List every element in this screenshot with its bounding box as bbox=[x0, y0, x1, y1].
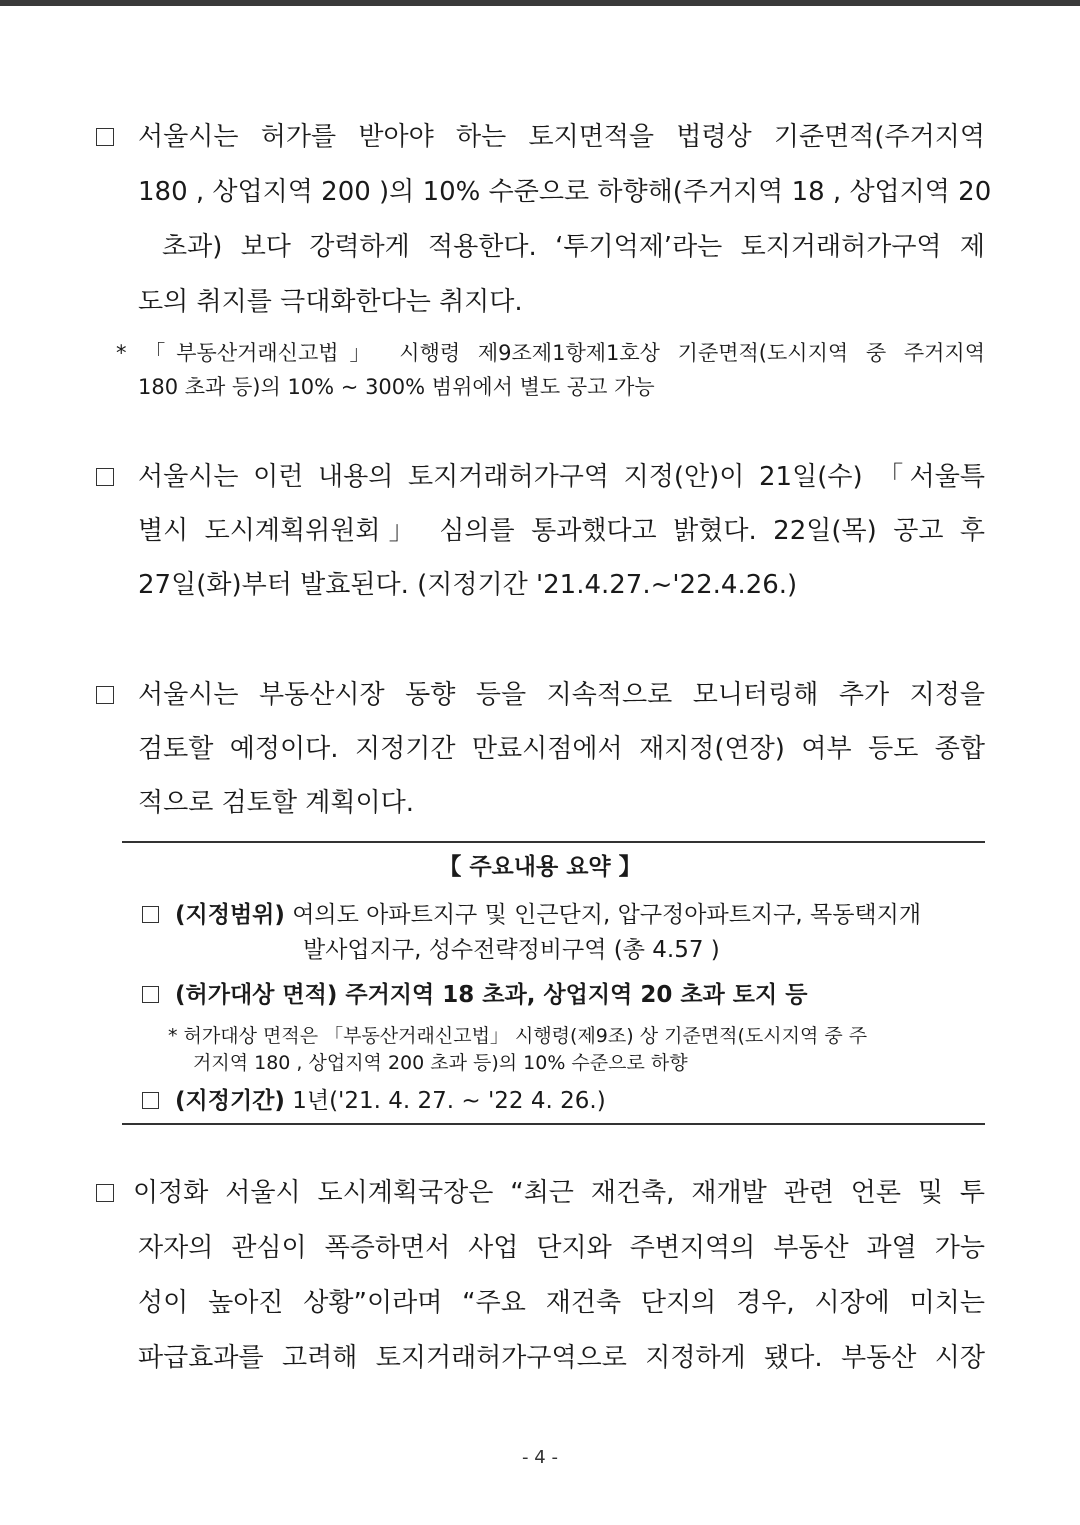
paragraph-1-line-4: 도의 취지를 극대화한다는 취지다. bbox=[138, 287, 523, 317]
checkbox-icon bbox=[96, 128, 114, 146]
summary-item-1-label: (지정범위) bbox=[175, 902, 285, 928]
summary-top-rule bbox=[122, 841, 985, 843]
paragraph-4-line-4: 파급효과를 고려해 토지거래허가구역으로 지정하게 됐다. 부동산 시장 bbox=[138, 1343, 985, 1373]
footnote-line-2: 180 초과 등)의 10% ~ 300% 범위에서 별도 공고 가능 bbox=[138, 375, 655, 399]
paragraph-2-line-3: 27일(화)부터 발효된다. (지정기간 '21.4.27.~'22.4.26.) bbox=[138, 570, 798, 600]
checkbox-icon bbox=[142, 986, 159, 1003]
paragraph-1-line-1: 서울시는 허가를 받아야 하는 토지면적을 법령상 기준면적(주거지역 bbox=[138, 122, 985, 152]
summary-item-2-note-2: 거지역 180 , 상업지역 200 초과 등)의 10% 수준으로 하향 bbox=[193, 1052, 688, 1074]
summary-bottom-rule bbox=[122, 1123, 985, 1125]
paragraph-4-line-1: 이정화 서울시 도시계획국장은 “최근 재건축, 재개발 관련 언론 및 투 bbox=[133, 1178, 985, 1208]
summary-item-3-label: (지정기간) bbox=[175, 1088, 285, 1114]
paragraph-1-line-3: 초과) 보다 강력하게 적용한다. ‘투기억제’라는 토지거래허가구역 제 bbox=[162, 232, 985, 262]
paragraph-1-line-2: 180 , 상업지역 200 )의 10% 수준으로 하향해(주거지역 18 , 상업지역 20 bbox=[138, 177, 992, 207]
checkbox-icon bbox=[96, 468, 114, 486]
paragraph-2-line-1: 서울시는 이런 내용의 토지거래허가구역 지정(안)이 21일(수) 「서울특 bbox=[138, 462, 985, 492]
paragraph-3-line-3: 적으로 검토할 계획이다. bbox=[138, 788, 414, 818]
summary-item-2-label: (허가대상 면적) bbox=[175, 982, 338, 1008]
paragraph-3-line-1: 서울시는 부동산시장 동향 등을 지속적으로 모니터링해 추가 지정을 bbox=[138, 680, 985, 710]
summary-item-3-text: 1년('21. 4. 27. ~ '22 4. 26.) bbox=[292, 1088, 606, 1114]
footnote-line-1: * 「부동산거래신고법」 시행령 제9조제1항제1호상 기준면적(도시지역 중 주거지역 bbox=[116, 341, 985, 365]
summary-item-3-line bbox=[175, 1086, 606, 1116]
paragraph-4-line-3: 성이 높아진 상황”이라며 “주요 재건축 단지의 경우, 시장에 미치는 bbox=[138, 1288, 985, 1318]
checkbox-icon bbox=[142, 906, 159, 923]
summary-item-2-text: 주거지역 18 초과, 상업지역 20 초과 토지 등 bbox=[345, 982, 808, 1008]
paragraph-4-line-2: 자자의 관심이 폭증하면서 사업 단지와 주변지역의 부동산 과열 가능 bbox=[138, 1233, 985, 1263]
summary-title: 【 주요내용 요약 】 bbox=[438, 854, 642, 880]
summary-item-1-text-1: 여의도 아파트지구 및 인근단지, 압구정아파트지구, 목동택지개 bbox=[292, 902, 922, 928]
summary-item-1-line-1 bbox=[175, 900, 921, 930]
checkbox-icon bbox=[96, 1184, 114, 1202]
summary-item-2-note-1: * 허가대상 면적은 「부동산거래신고법」 시행령(제9조) 상 기준면적(도시지역 중 주 bbox=[168, 1025, 868, 1047]
checkbox-icon bbox=[142, 1092, 159, 1109]
paragraph-2-line-2: 별시 도시계획위원회」 심의를 통과했다고 밝혔다. 22일(목) 공고 후 bbox=[138, 516, 985, 546]
checkbox-icon bbox=[96, 686, 114, 704]
summary-item-1-text-2: 발사업지구, 성수전략정비구역 (총 4.57 ) bbox=[303, 937, 720, 963]
page-number: - 4 - bbox=[522, 1447, 558, 1468]
paragraph-3-line-2: 검토할 예정이다. 지정기간 만료시점에서 재지정(연장) 여부 등도 종합 bbox=[138, 734, 985, 764]
summary-item-2-line bbox=[175, 980, 807, 1010]
top-status-bar bbox=[0, 0, 1080, 6]
